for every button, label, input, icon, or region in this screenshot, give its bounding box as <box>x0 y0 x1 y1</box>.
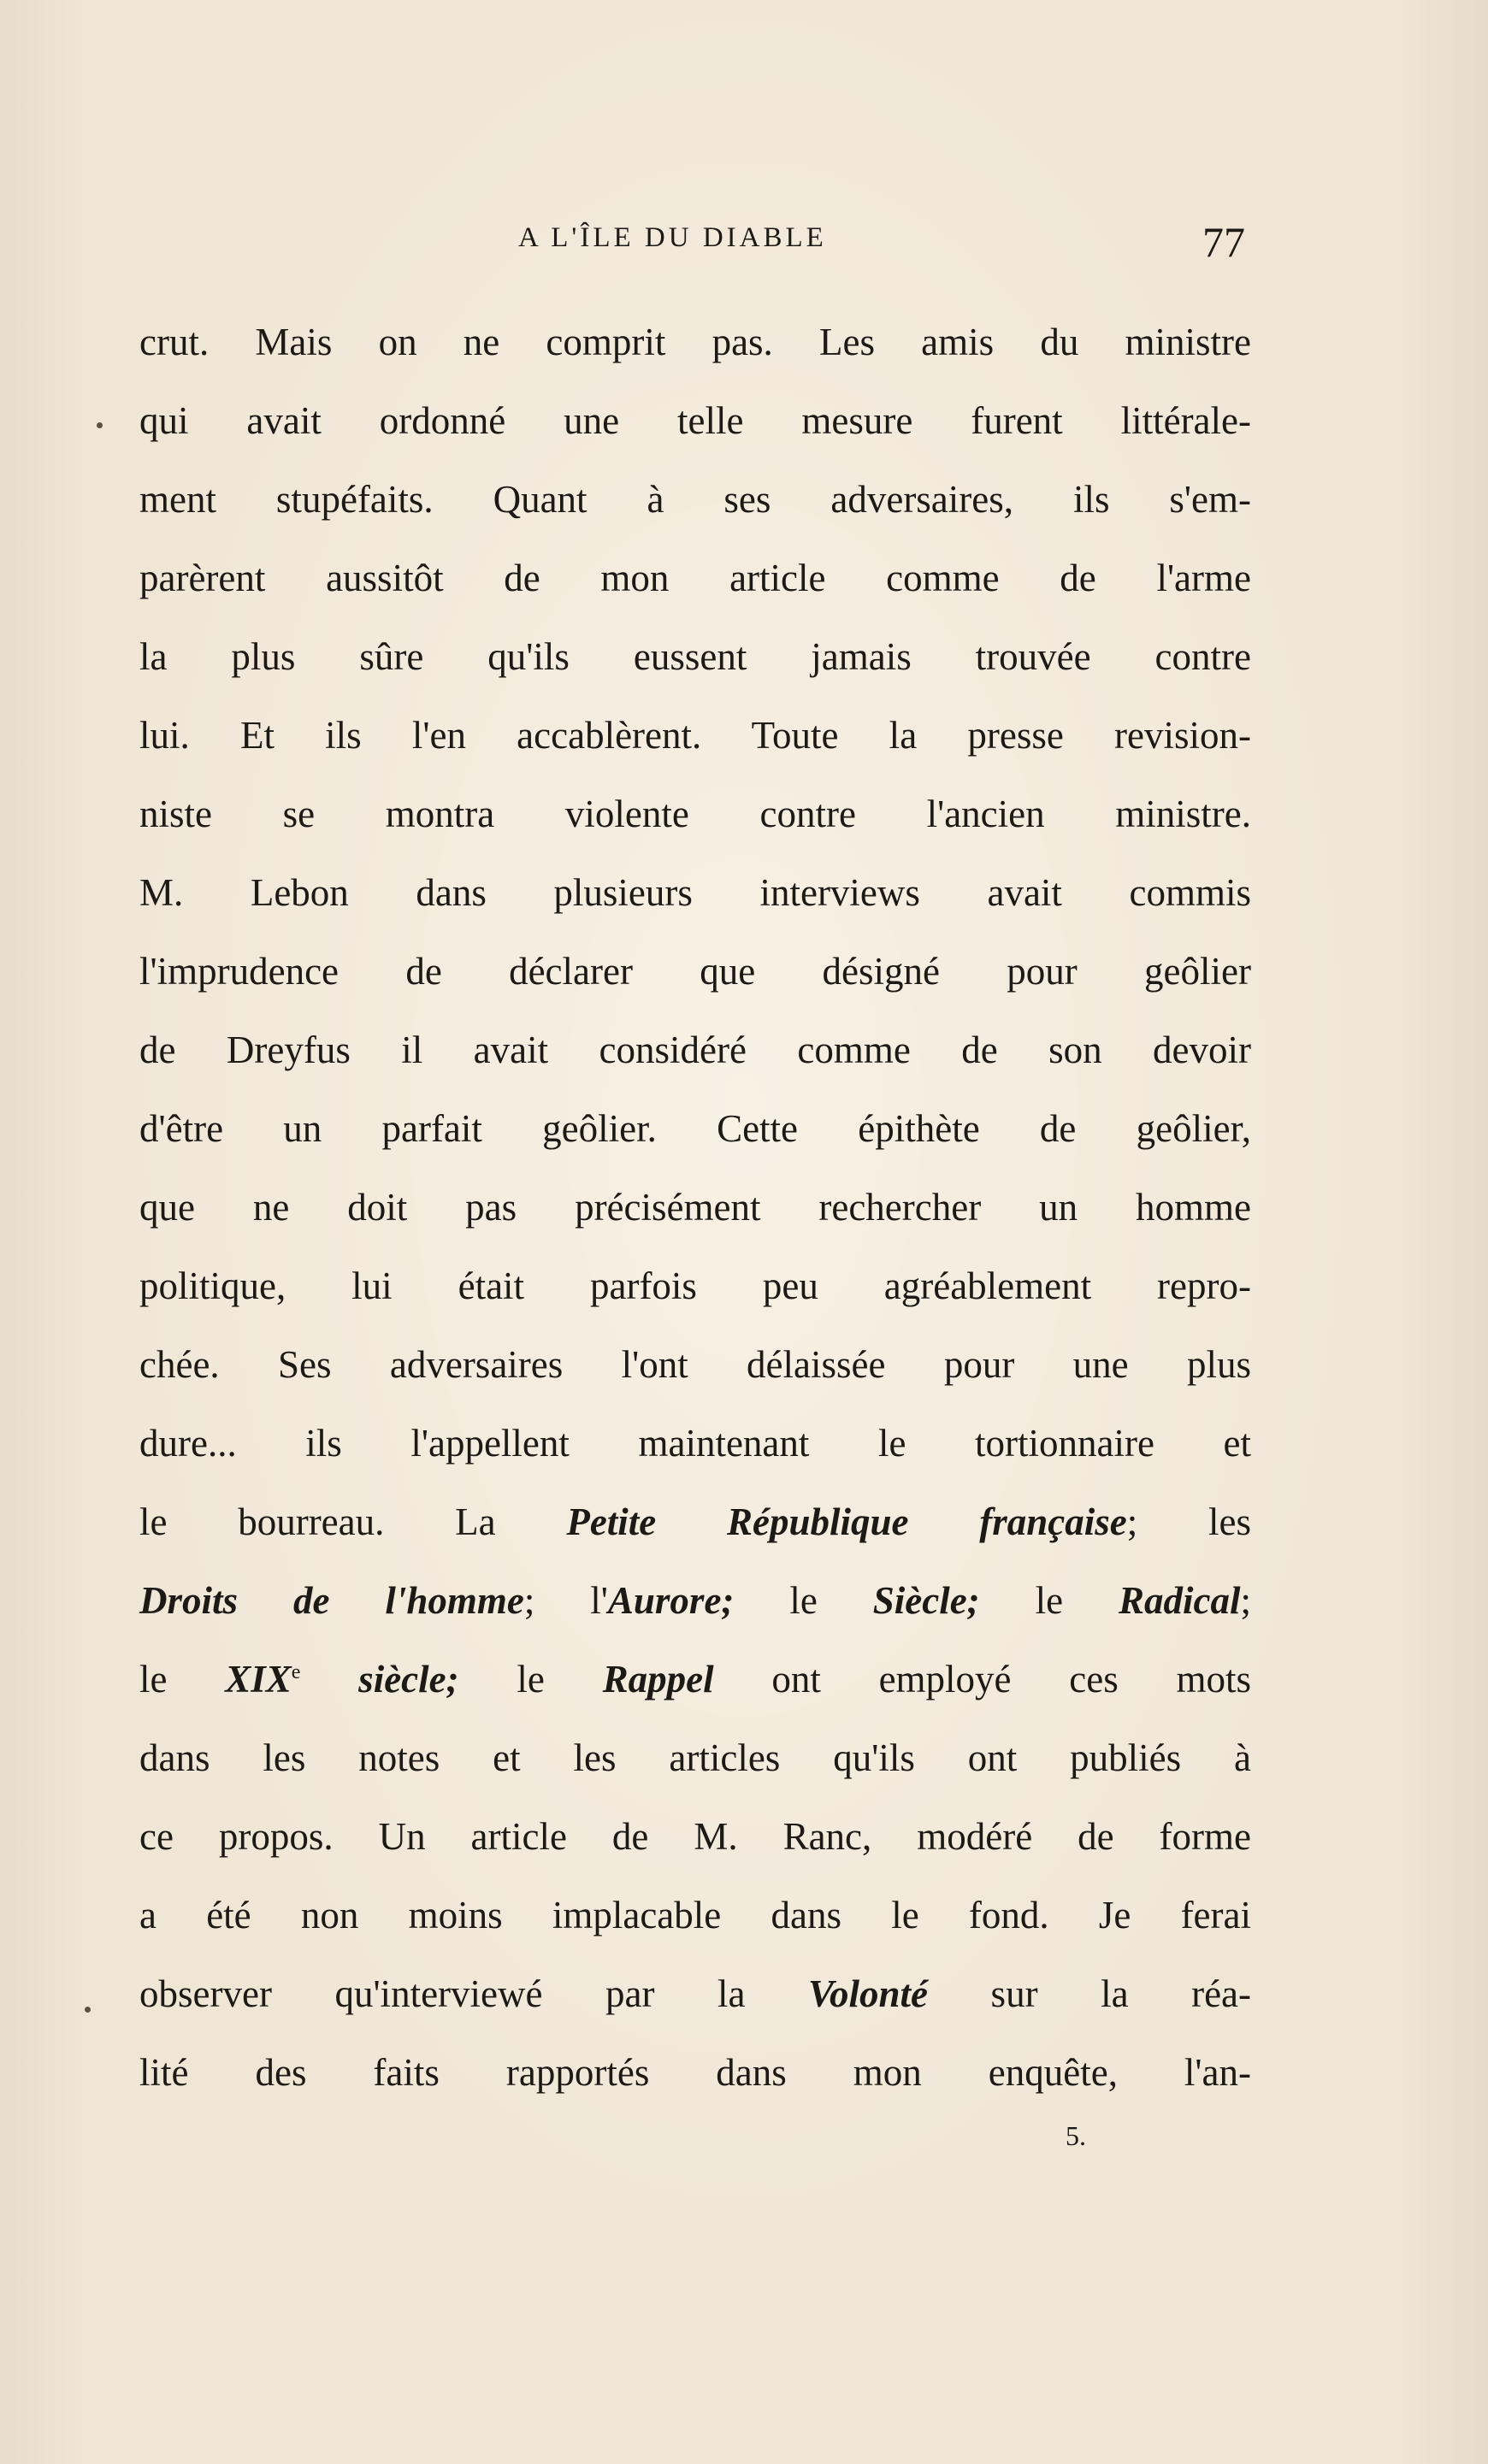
text-segment: lui. Et ils l'en accablèrent. Toute la presse revision- <box>139 714 1251 757</box>
text-segment: le <box>139 1658 226 1701</box>
italic-title: siècle; <box>300 1658 459 1701</box>
text-segment: ont employé ces mots <box>713 1658 1251 1701</box>
text-segment: la plus sûre qu'ils eussent jamais trouvée contre <box>139 635 1251 678</box>
text-segment: dans les notes et les articles qu'ils ont publiés à <box>139 1736 1251 1779</box>
italic-title: Rappel <box>602 1658 714 1701</box>
text-line <box>139 397 1251 475</box>
text-segment: politique, lui était parfois peu agréablement repro- <box>139 1264 1251 1307</box>
running-header <box>0 217 1488 268</box>
text-line <box>139 1419 1251 1498</box>
text-segment: a été non moins implacable dans le fond. Je ferai <box>139 1894 1251 1936</box>
text-line <box>139 475 1251 554</box>
text-segment: M. Lebon dans plusieurs interviews avait commis <box>139 871 1251 914</box>
text-line <box>139 1341 1251 1419</box>
text-line <box>139 2048 1251 2127</box>
text-line <box>139 1026 1251 1105</box>
text-segment: ; les <box>1126 1500 1251 1543</box>
text-line <box>139 869 1251 947</box>
text-segment: chée. Ses adversaires l'ont délaissée pour une plus <box>139 1343 1251 1386</box>
text-segment: que ne doit pas précisément rechercher un homme <box>139 1186 1251 1229</box>
italic-title: Droits de l'homme <box>139 1579 524 1622</box>
text-segment: observer qu'interviewé par la <box>139 1972 808 2015</box>
text-line <box>139 1262 1251 1341</box>
text-line <box>139 1734 1251 1813</box>
text-line <box>139 1498 1251 1577</box>
text-segment: crut. Mais on ne comprit pas. Les amis du ministre <box>139 321 1251 363</box>
text-segment: lité des faits rapportés dans mon enquête, l'an- <box>139 2051 1251 2094</box>
text-segment: le <box>979 1579 1119 1622</box>
italic-title: Volonté <box>807 1972 929 2015</box>
italic-title: Petite République française <box>566 1500 1127 1543</box>
italic-title: Aurore; <box>607 1579 735 1622</box>
text-segment: parèrent aussitôt de mon article comme de l'arme <box>139 557 1251 599</box>
text-line <box>139 1813 1251 1891</box>
text-line <box>139 947 1251 1026</box>
text-segment: l'imprudence de déclarer que désigné pour geôlier <box>139 950 1251 993</box>
text-segment: sur la réa- <box>928 1972 1251 2015</box>
text-line <box>139 633 1251 711</box>
text-line <box>139 318 1251 397</box>
text-segment: ment stupéfaits. Quant à ses adversaires, ils s'em- <box>139 478 1251 521</box>
text-segment: le <box>458 1658 603 1701</box>
signature-mark: 5. <box>1066 2120 1086 2151</box>
text-segment: de Dreyfus il avait considéré comme de son devoir <box>139 1029 1251 1071</box>
text-segment: qui avait ordonné une telle mesure furent littérale- <box>139 399 1251 442</box>
margin-speck <box>85 2007 91 2013</box>
margin-speck <box>97 422 103 428</box>
text-segment: ; l' <box>523 1579 608 1622</box>
text-segment: le <box>734 1579 873 1622</box>
running-title: A L'ÎLE DU DIABLE <box>518 222 827 253</box>
text-line <box>139 1105 1251 1183</box>
text-segment: ; <box>1240 1579 1251 1622</box>
text-line <box>139 1655 1251 1734</box>
text-line <box>139 1891 1251 1970</box>
superscript: e <box>291 1661 301 1683</box>
text-segment: dure... ils l'appellent maintenant le tortionnaire et <box>139 1422 1251 1465</box>
text-line <box>139 1577 1251 1655</box>
page-number: 77 <box>1202 218 1245 266</box>
text-line <box>139 790 1251 869</box>
text-line <box>139 554 1251 633</box>
text-segment: d'être un parfait geôlier. Cette épithète de geôlier, <box>139 1107 1251 1150</box>
text-line <box>139 711 1251 790</box>
italic-title: Radical <box>1118 1579 1241 1622</box>
text-line <box>139 1183 1251 1262</box>
italic-title: Siècle; <box>872 1579 980 1622</box>
text-segment: ce propos. Un article de M. Ranc, modéré de forme <box>139 1815 1251 1858</box>
body-text <box>139 318 1251 2127</box>
text-segment: le bourreau. La <box>139 1500 567 1543</box>
text-segment: niste se montra violente contre l'ancien ministre. <box>139 793 1251 835</box>
italic-title: XIX <box>225 1658 292 1701</box>
text-line <box>139 1970 1251 2048</box>
